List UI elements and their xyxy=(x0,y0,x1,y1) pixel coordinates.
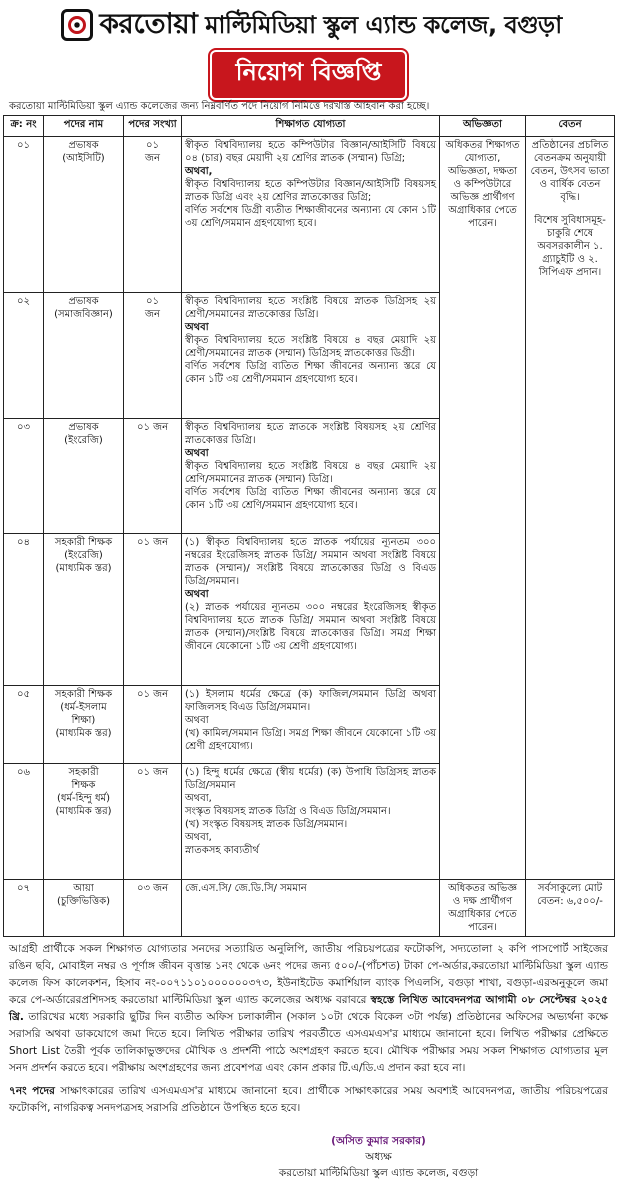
qualification-line: সংস্কৃত বিষয়সহ স্নাতক ডিগ্রি ও বিএড ডিগ্রি/সমমান। xyxy=(185,806,391,817)
table-header-row xyxy=(4,116,615,137)
qualification-line: অথবা, xyxy=(185,793,212,804)
cell-post-count xyxy=(124,764,182,880)
signatory-institution: করতোয়া মাল্টিমিডিয়া স্কুল এ্যান্ড কলেজ, বগুড়া xyxy=(278,1167,479,1179)
table-row xyxy=(4,137,615,293)
qualification-line: স্বীকৃত বিশ্ববিদ্যালয় হতে স্নাতকে সংশ্লিষ্ট বিষয়সহ ২য় শ্রেণির স্নাতকোত্তর ডিগ্রি। xyxy=(185,422,436,446)
qualification-line: স্বীকৃত বিশ্ববিদ্যালয় হতে কম্পিউটার বিজ্ঞান/আইসিটি বিষয়ে ০৪ (চার) বছর মেয়াদী ২য় শ্রেণির স্নাতক (সম্মান) ডিগ্রি; xyxy=(185,140,436,164)
post-count-line: ০১ জন xyxy=(136,422,169,433)
cell-experience xyxy=(440,137,526,880)
cell-qualification xyxy=(182,137,440,293)
post-name-line: প্রভাষক xyxy=(68,422,99,433)
qualification-line: অথবা, xyxy=(185,166,213,177)
post-name-line: প্রভাষক xyxy=(68,140,99,151)
cell-salary xyxy=(526,137,615,880)
cell-serial: ০৬ xyxy=(4,764,44,880)
post-name-line: (সমাজবিজ্ঞান) xyxy=(54,309,113,320)
cell-post-count xyxy=(124,534,182,686)
post-count-line: ০১ জন xyxy=(136,767,169,778)
cell-serial: ০৩ xyxy=(4,419,44,534)
title-bar xyxy=(3,50,614,94)
signatory-name: (অসিত কুমার সরকার) xyxy=(331,1135,426,1147)
cell-post-name xyxy=(44,686,124,764)
cell-serial: ০১ xyxy=(4,137,44,293)
terms-deadline: স্বহস্তে লিখিত আবেদনপত্র আগামী ০৮ সেপ্টেম্বর ২০২৫ খ্রি. xyxy=(9,994,608,1023)
cell-serial: ০৭ xyxy=(4,880,44,937)
vacancy-table xyxy=(3,115,615,937)
post-name-line: প্রভাষক xyxy=(68,296,99,307)
cell-post-name xyxy=(44,137,124,293)
cell-post-count xyxy=(124,293,182,419)
qualification-line: অথবা, xyxy=(185,832,212,843)
post-count-line: ০১ xyxy=(146,296,159,307)
col-header-experience: অভিজ্ঞতা xyxy=(440,116,526,137)
cell-serial: ০২ xyxy=(4,293,44,419)
post-count-line: জন xyxy=(145,309,160,320)
qualification-line: অথবা xyxy=(185,448,209,459)
post-count-line: ০৩ জন xyxy=(136,883,169,894)
qualification-line: অথবা xyxy=(185,322,209,333)
institution-name-rest: মাল্টিমিডিয়া স্কুল এ্যান্ড কলেজ, বগুড়া xyxy=(205,10,562,39)
cell-post-count xyxy=(124,880,182,937)
qualification-line: স্বীকৃত বিশ্ববিদ্যালয় হতে সংশ্লিষ্ট বিষয়ে ৪ বছর মেয়াদি ২য় শ্রেণী/সমমানের স্নাতক (সম্মান) ডিগ্রিসহ স্নাতকোত্তর ডিগ্রী। xyxy=(185,335,436,359)
qualification-line: বর্ণিত সর্বশেষ ডিগ্রি ব্যতিত শিক্ষা জীবনের অন্যান্য স্তরে যে কোন ১টি ৩য় শ্রেণি/সমমান গ্রহণযোগ্য হবে। xyxy=(185,487,436,511)
cell-qualification xyxy=(182,293,440,419)
salary-spacer xyxy=(529,204,611,214)
cell-post-name xyxy=(44,880,124,937)
cell-salary-aya: সর্বসাকুল্যে মোট বেতন: ৬,৫০০/- xyxy=(526,880,615,937)
experience-text: অধিকতর শিক্ষাগত যোগ্যতা, অভিজ্ঞতা, দক্ষতা ও কম্পিউটারে অভিজ্ঞ প্রার্থীগণ অগ্রাধিকার পেতে পারেন। xyxy=(445,140,520,229)
application-terms xyxy=(3,937,614,1077)
qualification-line: (১) ইসলাম ধর্মের ক্ষেত্রে (ক) ফাজিল/সমমান ডিগ্রি অথবা ফাজিলসহ বিএড ডিগ্রি/সমমান। xyxy=(185,689,436,713)
qualification-line: স্বীকৃত বিশ্ববিদ্যালয় হতে কম্পিউটার বিজ্ঞান/আইসিটি বিষয়সহ স্নাতক ডিগ্রি এবং ২য় শ্রেণির স্নাতকোত্তর ডিগ্রি; xyxy=(185,179,436,203)
post-name-line: আয়া xyxy=(73,883,94,894)
post-name-line: (মাধ্যমিক স্তর) xyxy=(55,728,112,739)
qualification-line: অথবা xyxy=(185,589,209,600)
post-name-line: সহকারী শিক্ষক xyxy=(54,537,113,548)
signatory-designation: অধ্যক্ষ xyxy=(365,1151,392,1163)
qualification-line: (২) স্নাতক পর্যায়ের ন্যূনতম ৩০০ নম্বরের ইংরেজিসহ স্বীকৃত বিশ্ববিদ্যালয় হতে স্নাতক ডিগ্রি/ সমমান অথবা সংশ্লিষ্ট বিষয়ে স্নাতক (সম্মান)/সংশ্লিষ্ট বিষয়ে স্নাতকোত্তর ডিগ্রি। সমগ্র শিক্ষা জীবনে যেকোনো ১টি ৩য় শ্রেণী গ্রহণযোগ্য। xyxy=(185,602,436,652)
post-count-line: ০১ জন xyxy=(136,689,169,700)
qualification-line: জে.এস.সি/ জে.ডি.সি/ সমমান xyxy=(185,883,307,894)
cell-post-count xyxy=(124,419,182,534)
post-count-line: জন xyxy=(145,153,160,164)
post-name-line: (মাধ্যমিক স্তর) xyxy=(55,806,112,817)
masthead xyxy=(3,0,614,50)
col-header-qualification: শিক্ষাগত যোগ্যতা xyxy=(182,116,440,137)
col-header-post: পদের নাম xyxy=(44,116,124,137)
col-header-serial: ক্র: নং xyxy=(4,116,44,137)
cell-qualification xyxy=(182,686,440,764)
qualification-line: স্নাতকসহ কাব্যতীর্থ xyxy=(185,845,259,856)
school-logo-icon xyxy=(61,9,93,41)
post-name-line: (ধর্ম-হিন্দু ধর্ম) xyxy=(56,793,111,804)
cell-qualification xyxy=(182,764,440,880)
intro-text: করতোয়া মাল্টিমিডিয়া স্কুল এ্যান্ড কলেজের জন্য নিম্নবর্ণিত পদে নিয়োগ নিমিত্তে দরখাস্ত আহবান করা হচ্ছে। xyxy=(9,101,430,112)
signature-block xyxy=(3,1117,614,1181)
post-name-line: (ধর্ম-ইসলাম শিক্ষা) xyxy=(60,702,107,726)
post-name-line: শিক্ষক xyxy=(71,780,96,791)
qualification-line: বর্ণিত সর্বশেষ ডিগ্রী ব্যতীত শিক্ষাজীবনের অন্যান্য যে কোন ১টি ৩য় শ্রেণি/সমমান গ্রহণযোগ্য হবে। xyxy=(185,205,436,229)
qualification-line: স্বীকৃত বিশ্ববিদ্যালয় হতে সংশ্লিষ্ট বিষয়ে স্নাতক ডিগ্রিসহ ২য় শ্রেণী/সমমানের স্নাতকোত্তর ডিগ্রি। xyxy=(185,296,436,320)
terms-part-2: তারিখের মধ্যে সরকারি ছুটির দিন ব্যতীত অফিস চলাকালীন (সকাল ১০টা থেকে বিকেল ৩টা পর্যন্ত) প্রতিষ্ঠানের অফিসের অভ্যর্থনা কক্ষে সরাসরি অথবা ডাকযোগে জমা দিতে হবে। লিখিত পরীক্ষার তারিখ পরবর্তীতে এসএমএস'র মাধ্যমে জানানো হবে। লিখিত পরীক্ষার প্রেক্ষিতে Short List তৈরী পূর্বক তালিকাভুক্তদের মৌখিক ও প্রদর্শনী পাঠে অংশগ্রহণ করতে হবে। মৌখিক পরীক্ষার সময় সকল শিক্ষাগত যোগ্যতার মূল সনদ প্রদর্শন করতে হবে। পরীক্ষায় অংশগ্রহণের জন্য প্রবেশপত্র এবং কোন প্রকার টি.এ/ডি.এ প্রদান করা হবে না। xyxy=(9,1011,608,1074)
notice-title: নিয়োগ বিজ্ঞপ্তি xyxy=(212,52,406,98)
post7-text: সাক্ষাৎকারের তারিখ এসএমএস'র মাধ্যমে জানানো হবে। প্রার্থীকে সাক্ষাৎকারের সময় অবশ্যই আবেদনপত্র, জাতীয় পরিচয়পত্রের ফটোকপি, নাগরিকত্ব সনদপত্রসহ সরাসরি প্রতিষ্ঠানে উপস্থিত হতে হবে। xyxy=(9,1085,608,1114)
qualification-line: (১) হিন্দু ধর্মের ক্ষেত্রে (স্বীয় ধর্মের) (ক) উপাধি ডিগ্রিসহ স্নাতক ডিগ্রি/সমমান xyxy=(185,767,436,791)
cell-experience-aya: অধিকতর অভিজ্ঞ ও দক্ষ প্রার্থীগণ অগ্রাধিকার পেতে পারেন। xyxy=(440,880,526,937)
qualification-line: স্বীকৃত বিশ্ববিদ্যালয় হতে সংশ্লিষ্ট বিষয়ে ৪ বছর মেয়াদি ২য় শ্রেণি/সমমানের স্নাতক (সম্মান) ডিগ্রি। xyxy=(185,461,436,485)
cell-post-count xyxy=(124,137,182,293)
post-name-line: সহকারী xyxy=(68,767,99,778)
post-name-line: (মাধ্যমিক স্তর) xyxy=(55,563,112,574)
benefits-text: বিশেষ সুবিধাসমূহ- চাকুরি শেষে অবসরকালীন ১. গ্র্যাচুইটি ও ২. সিপিএফ প্রদান। xyxy=(534,215,606,278)
salary-text: প্রতিষ্ঠানের প্রচলিত বেতনক্রম অনুযায়ী বেতন, উৎসব ভাতা ও বার্ষিক বেতন বৃদ্ধি। xyxy=(530,140,610,203)
post-name-line: (চুক্তিভিত্তিক) xyxy=(56,896,111,907)
post-count-line: ০১ জন xyxy=(136,537,169,548)
cell-serial: ০৫ xyxy=(4,686,44,764)
post-name-line: সহকারী শিক্ষক xyxy=(54,689,113,700)
cell-qualification xyxy=(182,419,440,534)
cell-serial: ০৪ xyxy=(4,534,44,686)
cell-post-name xyxy=(44,764,124,880)
terms-part-1: আগ্রহী প্রার্থীকে সকল শিক্ষাগত যোগ্যতার সনদের সত্যায়িত অনুলিপি, জাতীয় পরিচয়পত্রের ফটোকপি, সদ্যতোলা ২ কপি পাসপোর্ট সাইজের রঙিন ছবি, মোবাইল নম্বর ও পূর্ণাঙ্গ জীবন বৃত্তান্ত ১নং থেকে ৬নং পদের জন্য ৫০০/-(পাঁচশত) টাকা পে-অর্ডার,করতোয়া মাল্টিমিডিয়া স্কুল এ্যান্ড কলেজ ফিস কালেকশন, হিসাব নং-০০৭১১০১০০০০০০৩৭৩, ইউনাইটেড কমার্শিয়াল ব্যাংক পিএলসি, বগুড়া শাখা, বগুড়া-এরঅনুকূলে জমা করে পে-অর্ডারেরপ্রশিদসহ করতোয়া মাল্টিমিডিয়া স্কুল এ্যান্ড কলেজের অধ্যক্ষ বরাবরে xyxy=(9,943,608,1006)
post7-terms xyxy=(3,1077,614,1117)
col-header-salary: বেতন xyxy=(526,116,615,137)
qualification-line: (১) স্বীকৃত বিশ্ববিদ্যালয় হতে স্নাতক পর্যায়ের ন্যূনতম ৩০০ নম্বরের ইংরেজিসহ স্নাতক ডিগ্রি/ সমমান অথবা সংশ্লিষ্ট বিষয়ে স্নাতক (সম্মান)/ সংশ্লিষ্ট বিষয়ে স্নাতকোত্তর ডিগ্রি ও বিএড ডিগ্রি/সমমান। xyxy=(185,537,436,587)
post-count-line: ০১ xyxy=(146,140,159,151)
col-header-count: পদের সংখ্যা xyxy=(124,116,182,137)
institution-brand: করতোয়া xyxy=(99,6,198,40)
qualification-line: অথবা xyxy=(185,715,209,726)
qualification-line: (খ) সংস্কৃত বিষয়সহ স্নাতক ডিগ্রি/সমমান। xyxy=(185,819,348,830)
qualification-line: (খ) কামিল/সমমান ডিগ্রি। সমগ্র শিক্ষা জীবনে যেকোনো ১টি ৩য় শ্রেণী গ্রহণযোগ্য। xyxy=(185,728,436,752)
cell-post-name xyxy=(44,534,124,686)
cell-post-name xyxy=(44,293,124,419)
table-row xyxy=(4,880,615,937)
post7-label: ৭নং পদের xyxy=(9,1085,55,1097)
post-name-line: (ইংরেজি) xyxy=(64,435,103,446)
cell-post-name xyxy=(44,419,124,534)
post-name-line: (ইংরেজি) xyxy=(64,550,103,561)
cell-qualification xyxy=(182,534,440,686)
post-name-line: (আইসিটি) xyxy=(62,153,105,164)
institution-name xyxy=(99,2,561,49)
qualification-line: বর্ণিত সর্বশেষ ডিগ্রি ব্যতিত শিক্ষা জীবনের অন্যান্য স্তরে যে কোন ১টি ৩য় শ্রেণী/সমমান গ্রহণযোগ্য হবে। xyxy=(185,361,436,385)
cell-post-count xyxy=(124,686,182,764)
cell-qualification xyxy=(182,880,440,937)
